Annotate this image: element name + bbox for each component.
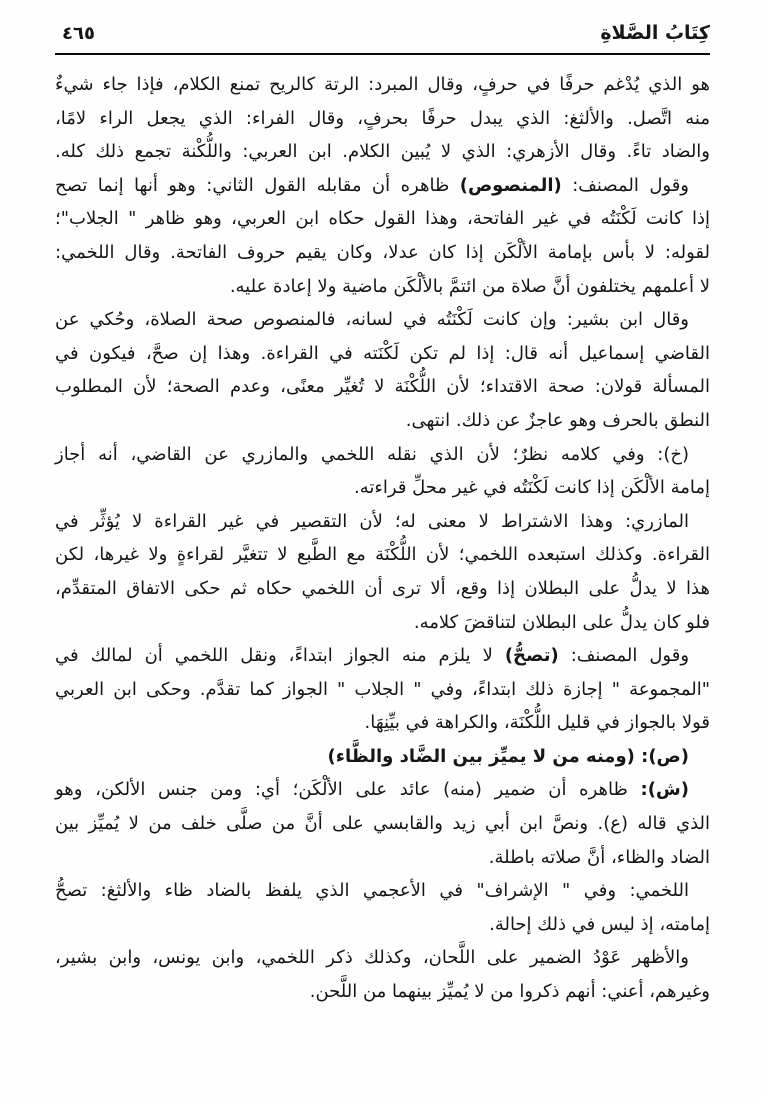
text-line: والأظهر عَوْدُ الضمير على اللَّحان، وكذلك ذكر اللخمي، وابن يونس، وابن بشير، bbox=[55, 947, 689, 969]
text-line: إذا كانت لَكْنَتُه في غير الفاتحة، وهذا القول حكاه ابن العربي، وهو ظاهر " الجلاب"؛ bbox=[55, 208, 710, 230]
text-line: المازري: وهذا الاشتراط لا معنى له؛ لأن التقصير في غير القراءة لا يُؤثِّر في bbox=[55, 510, 689, 532]
paragraph bbox=[55, 740, 710, 774]
text-line: (ش): ظاهره أن ضمير (منه) عائد على الألْكَن؛ أي: ومن جنس الألكن، وهو bbox=[55, 779, 689, 801]
paragraph bbox=[55, 303, 710, 437]
text-line: (خ): وفي كلامه نظرٌ؛ لأن الذي نقله اللخمي والمازري عن القاضي، أنه أجاز bbox=[55, 443, 689, 465]
text-line bbox=[55, 740, 710, 774]
bold-term: (المنصوص) bbox=[459, 174, 562, 196]
bold-term: (ص): (ومنه من لا يميِّز بين الضَّاد والظَّاء) bbox=[327, 745, 689, 767]
text-line: اللخمي: وفي " الإشراف" في الأعجمي الذي يلفظ بالضاد ظاء والألثغ: تصحُّ bbox=[55, 880, 689, 902]
text-line: وقال ابن بشير: وإن كانت لَكْنَتُه في لسانه، فالمنصوص صحة الصلاة، وحُكي عن bbox=[55, 309, 689, 331]
bold-term: (ش): bbox=[640, 779, 689, 801]
text-line: هذا لا يدلُّ على البطلان إذا وقع، ألا ترى أن اللخمي حكاه ثم حكى الاتفاق المتقدِّم، bbox=[55, 577, 710, 599]
paragraph bbox=[55, 68, 710, 169]
chapter-title: كِتَابُ الصَّلاةِ bbox=[600, 22, 710, 44]
paragraph bbox=[55, 941, 710, 1008]
paragraph bbox=[55, 505, 710, 639]
text-line: وقول المصنف: (تصحُّ) لا يلزم منه الجواز ابتداءً، ونقل اللخمي أن لمالك في bbox=[55, 645, 690, 667]
text-line: الضاد والظاء، أنَّ صلاته باطلة. bbox=[488, 846, 710, 868]
text-line: النطق بالحرف وهو عاجزٌ عن ذلك. انتهى. bbox=[405, 409, 710, 431]
text-line: فلو كان يدلُّ على البطلان لتناقضَ كلامه. bbox=[413, 611, 710, 633]
text-line: قولا بالجواز في قليل اللُّكْنَة، والكراهة في بيِّنِهَا. bbox=[364, 712, 710, 734]
page-body bbox=[55, 68, 710, 1009]
paragraph bbox=[55, 773, 710, 874]
text-line: وغيرهم، أعني: أنهم ذكروا من لا يُميِّز بينهما من اللَّحن. bbox=[309, 981, 710, 1003]
text-line: هو الذي يُدْغم حرفًا في حرفٍ، وقال المبرد: الرتة كالريح تمنع الكلام، فإذا جاء شيءٌ bbox=[55, 74, 710, 95]
paragraph bbox=[55, 169, 710, 303]
text-line: والضاد تاءً. وقال الأزهري: الذي لا يُبين الكلام. ابن العربي: واللُّكْنة تجمع ذلك كله. bbox=[55, 141, 710, 163]
paragraph bbox=[55, 438, 710, 505]
page-number: ٤٦٥ bbox=[62, 23, 95, 44]
text-line: "المجموعة " إجازة ذلك ابتداءً، وفي " الجلاب " الجواز كما تقدَّم. وحكى ابن العربي bbox=[55, 678, 710, 700]
text-line: القراءة. وكذلك استبعده اللخمي؛ لأن اللُّكْنَة مع الطَّبع لا تتغيَّر لقراءةٍ ولا غيرها، لكن bbox=[55, 544, 710, 566]
text-line: وقول المصنف: (المنصوص) ظاهره أن مقابله القول الثاني: وهو أنها إنما تصح bbox=[55, 174, 690, 196]
text-line: إمامة الألْكَن إذا كانت لَكْنَتُه في غير محلِّ قراءته. bbox=[354, 477, 710, 499]
page-header bbox=[0, 0, 762, 44]
text-line: إمامته، إذ ليس في ذلك إحالة. bbox=[489, 913, 710, 935]
text-line: منه اتَّصل. والألثغ: الذي يبدل حرفًا بحرفٍ، وقال الفراء: الذي يجعل الراء لامًا، bbox=[55, 107, 710, 129]
text-line: لقوله: لا بأس بإمامة الألْكَن إذا كان عدلا، وكان يقيم حروف الفاتحة. وقال اللخمي: bbox=[55, 241, 710, 263]
paragraph bbox=[55, 639, 710, 740]
paragraph bbox=[55, 874, 710, 941]
bold-term: (تصحُّ) bbox=[504, 645, 559, 667]
text-line: القاضي إسماعيل أنه قال: إذا لم تكن لَكْنَته في القراءة. وهذا إن صحَّ، فيكون في bbox=[55, 342, 710, 364]
text-line: المسألة قولان: صحة الاقتداء؛ لأن اللُّكْنَة لا تُغيِّر معنًى، وعدم الصحة؛ لأن المطلوب bbox=[55, 376, 710, 398]
header-divider bbox=[55, 53, 710, 55]
text-line: لا أعلمهم يختلفون أنَّ صلاة من ائتمَّ بالألْكَن ماضية ولا إعادة عليه. bbox=[229, 275, 710, 297]
text-line: الذي قاله (ع). ونصَّ ابن أبي زيد والقابسي على أنَّ من صلَّى خلف من لا يُميِّز بين bbox=[55, 813, 710, 835]
